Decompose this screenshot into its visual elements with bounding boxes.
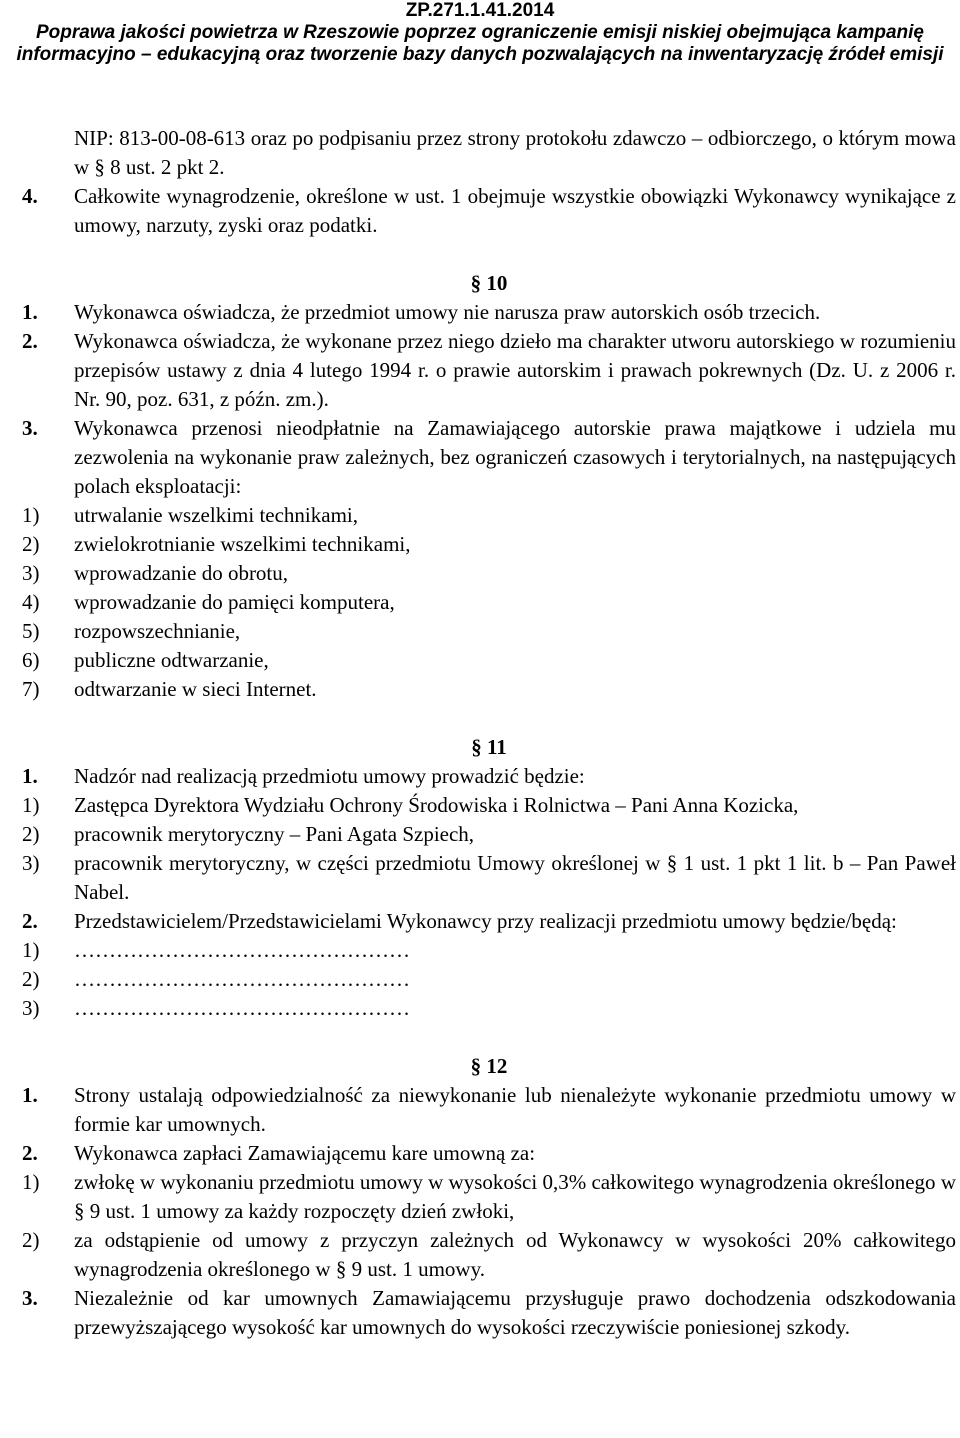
list-number: 1) (22, 503, 40, 527)
clause-item (22, 1081, 956, 1139)
list-item (22, 791, 956, 820)
clause-item (22, 1139, 956, 1168)
clause-item (22, 182, 956, 240)
list-text: publiczne odtwarzanie, (74, 648, 269, 672)
list-text: wprowadzanie do obrotu, (74, 561, 289, 585)
clause-number: 2. (22, 329, 38, 353)
clause-number: 2. (22, 1141, 38, 1165)
clause-text: Całkowite wynagrodzenie, określone w ust. 1 obejmuje wszystkie obowiązki Wykonawcy wynikające z umowy, narzuty, zyski oraz podatki. (74, 184, 956, 237)
clause-text: Niezależnie od kar umownych Zamawiającemu przysługuje prawo dochodzenia odszkodowania przewyższającego wysokość kar umownych do wysokości rzeczywiście poniesionej szkody. (74, 1286, 956, 1339)
paragraph-text: NIP: 813-00-08-613 oraz po podpisaniu przez strony protokołu zdawczo – odbiorczego, o którym mowa w § 8 ust. 2 pkt 2. (74, 126, 956, 179)
section-heading-11: § 11 (471, 735, 507, 759)
header-title-line-2: informacyjno – edukacyjną oraz tworzenie bazy danych pozwalających na inwentaryzację źródeł emisji (16, 44, 944, 65)
blank-fill-line: ………………………………………… (74, 967, 410, 991)
clause-number: 1. (22, 1083, 38, 1107)
clause-number: 4. (22, 184, 38, 208)
continuation-paragraph (22, 124, 956, 182)
list-text: zwłokę w wykonaniu przedmiotu umowy w wysokości 0,3% całkowitego wynagrodzenia określonego w § 9 ust. 1 umowy za każdy rozpoczęty dzień zwłoki, (74, 1170, 956, 1223)
clause-number: 3. (22, 1286, 38, 1310)
list-item (22, 820, 956, 849)
clause-number: 3. (22, 416, 38, 440)
list-item (22, 617, 956, 646)
clause-item (22, 762, 956, 791)
blank-list-item (22, 965, 956, 994)
blank-list-item (22, 936, 956, 965)
list-text: Zastępca Dyrektora Wydziału Ochrony Środowiska i Rolnictwa – Pani Anna Kozicka, (74, 793, 799, 817)
list-number: 3) (22, 851, 40, 875)
list-item (22, 849, 956, 907)
blank-fill-line: ………………………………………… (74, 996, 410, 1020)
blank-fill-line: ………………………………………… (74, 938, 410, 962)
list-number: 4) (22, 590, 40, 614)
list-number: 3) (22, 561, 40, 585)
clause-text: Wykonawca zapłaci Zamawiającemu kare umowną za: (74, 1141, 536, 1165)
section-heading-12: § 12 (470, 1054, 508, 1078)
list-text: odtwarzanie w sieci Internet. (74, 677, 317, 701)
list-text: pracownik merytoryczny, w części przedmiotu Umowy określonej w § 1 ust. 1 pkt 1 lit. b – Pan Paweł Nabel. (74, 851, 956, 904)
list-text: rozpowszechnianie, (74, 619, 241, 643)
clause-text: Przedstawicielem/Przedstawicielami Wykonawcy przy realizacji przedmiotu umowy będzie/będą: (74, 909, 897, 933)
list-text: pracownik merytoryczny – Pani Agata Szpiech, (74, 822, 475, 846)
list-number: 1) (22, 793, 40, 817)
list-number: 7) (22, 677, 40, 701)
clause-number: 1. (22, 764, 38, 788)
list-text: wprowadzanie do pamięci komputera, (74, 590, 395, 614)
clause-item (22, 907, 956, 936)
list-number: 5) (22, 619, 40, 643)
section-heading-10: § 10 (470, 271, 508, 295)
list-number: 3) (22, 996, 40, 1020)
list-item (22, 501, 956, 530)
clause-text: Strony ustalają odpowiedzialność za niewykonanie lub nienależyte wykonanie przedmiotu umowy w formie kar umownych. (74, 1083, 956, 1136)
list-item (22, 1226, 956, 1284)
list-number: 1) (22, 1170, 40, 1194)
header-title-line-1: Poprawa jakości powietrza w Rzeszowie poprzez ograniczenie emisji niskiej obejmująca kampanię (35, 22, 925, 43)
clause-item (22, 298, 956, 327)
list-text: utrwalanie wszelkimi technikami, (74, 503, 358, 527)
list-number: 1) (22, 938, 40, 962)
list-item (22, 1168, 956, 1226)
list-number: 2) (22, 967, 40, 991)
clause-item (22, 414, 956, 501)
list-text: zwielokrotnianie wszelkimi technikami, (74, 532, 411, 556)
clause-text: Wykonawca oświadcza, że wykonane przez niego dzieło ma charakter utworu autorskiego w rozumieniu przepisów ustawy z dnia 4 lutego 1994 r. o prawie autorskim i prawach pokrewnych (Dz. U. z 2006 r. Nr. 90, poz. 631, z późn. zm.). (74, 329, 956, 411)
list-item (22, 530, 956, 559)
clause-item (22, 327, 956, 414)
list-text: za odstąpienie od umowy z przyczyn zależnych od Wykonawcy w wysokości 20% całkowitego wynagrodzenia określonego w § 9 ust. 1 umowy. (74, 1228, 956, 1281)
list-item (22, 559, 956, 588)
list-number: 2) (22, 1228, 40, 1252)
clause-text: Nadzór nad realizacją przedmiotu umowy prowadzić będzie: (74, 764, 585, 788)
clause-number: 1. (22, 300, 38, 324)
clause-item (22, 1284, 956, 1342)
blank-list-item (22, 994, 956, 1023)
list-item (22, 675, 956, 704)
list-number: 2) (22, 822, 40, 846)
document-body (22, 124, 956, 1342)
list-number: 2) (22, 532, 40, 556)
list-item (22, 646, 956, 675)
document-reference: ZP.271.1.41.2014 (405, 0, 555, 21)
list-item (22, 588, 956, 617)
clause-number: 2. (22, 909, 38, 933)
clause-text: Wykonawca przenosi nieodpłatnie na Zamawiającego autorskie prawa majątkowe i udziela mu zezwolenia na wykonanie praw zależnych, bez ograniczeń czasowych i terytorialnych, na następujących polach eksploatacji: (74, 416, 956, 498)
list-number: 6) (22, 648, 40, 672)
clause-text: Wykonawca oświadcza, że przedmiot umowy nie narusza praw autorskich osób trzecich. (74, 300, 821, 324)
